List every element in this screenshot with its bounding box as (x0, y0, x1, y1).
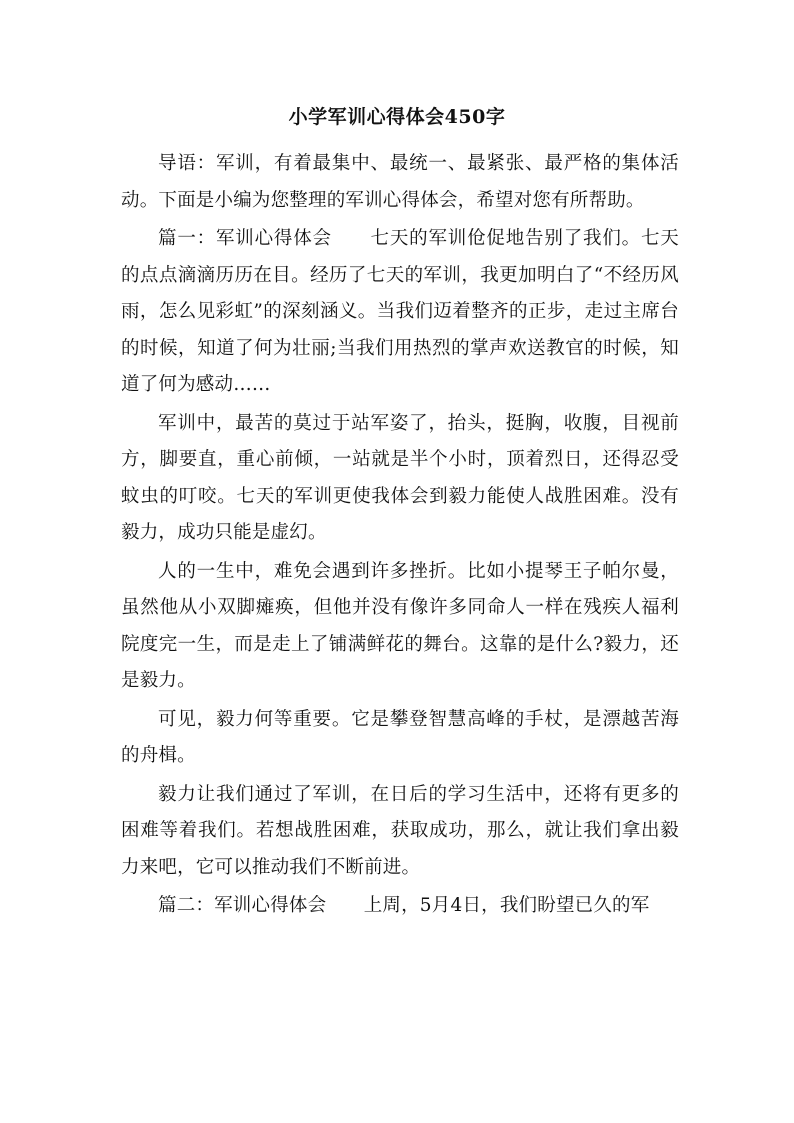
paragraph-future-difficulties: 毅力让我们通过了军训，在日后的学习生活中，还将有更多的困难等着我们。若想战胜困难，获取成功，那么，就让我们拿出毅力来吧，它可以推动我们不断前进。 (121, 783, 679, 878)
document-title: 小学军训心得体会450字 (288, 106, 506, 128)
paragraph-military-posture: 军训中，最苦的莫过于站军姿了，抬头，挺胸，收腹，目视前方，脚要直，重心前倾，一站就是半个小时，顶着烈日，还得忍受蚊虫的叮咬。七天的军训更使我体会到毅力能使人战胜困难。没有毅力，成功只能是虚幻。 (121, 412, 679, 543)
paragraph-part-two: 篇二：军训心得体会 上周，5月4日，我们盼望已久的军 (158, 895, 650, 916)
document-body (121, 146, 679, 925)
paragraph-perseverance-example: 人的一生中，难免会遇到许多挫折。比如小提琴王子帕尔曼，虽然他从小双脚瘫痪，但他并没有像许多同命人一样在残疾人福利院度完一生，而是走上了铺满鲜花的舞台。这靠的是什么?毅力，还是毅力。 (121, 560, 679, 691)
paragraph-intro: 导语：军训，有着最集中、最统一、最紧张、最严格的集体活动。下面是小编为您整理的军训心得体会，希望对您有所帮助。 (121, 153, 679, 211)
paragraph-perseverance-importance: 可见，毅力何等重要。它是攀登智慧高峰的手杖，是漂越苦海的舟楫。 (121, 708, 679, 766)
paragraph-part-one: 篇一：军训心得体会 七天的军训伧促地告别了我们。七天的点点滴滴历历在目。经历了七天的军训，我更加明白了“不经历风雨，怎么见彩虹”的深刻涵义。当我们迈着整齐的正步，走过主席台的时候，知道了何为壮丽;当我们用热烈的掌声欢送教官的时候，知道了何为感动…… (121, 228, 679, 395)
